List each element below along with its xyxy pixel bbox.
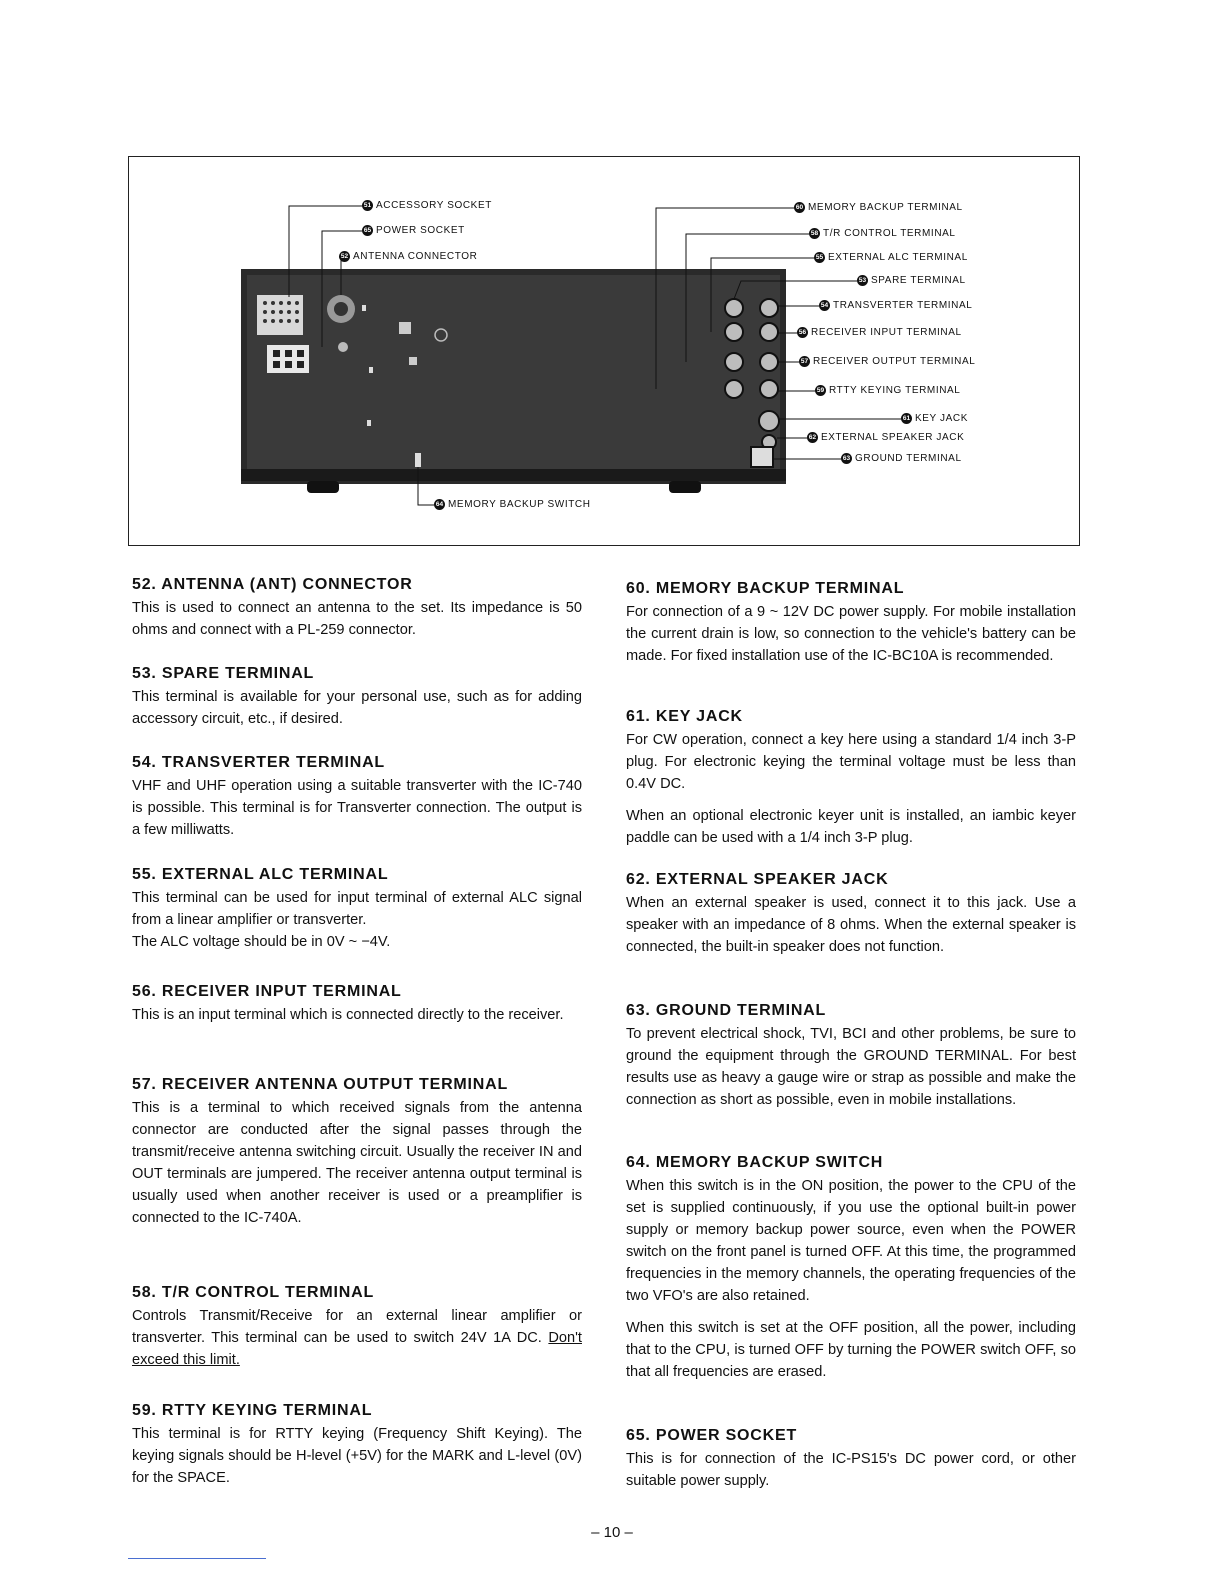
section-57-receiver-antenna-output-terminal [132, 1076, 582, 1229]
section-paragraph: Controls Transmit/Receive for an external linear amplifier or transverter. This terminal can be used to switch 24V 1A DC. Don't exceed this limit. [132, 1308, 582, 1368]
section-heading: 58. T/R CONTROL TERMINAL [132, 1284, 375, 1301]
section-heading: 53. SPARE TERMINAL [132, 665, 315, 682]
section-paragraph: This is an input terminal which is connected directly to the receiver. [132, 1007, 564, 1023]
callout-receiver-output-terminal: 57 RECEIVER OUTPUT TERMINAL [800, 356, 976, 367]
page-number: – 10 – [591, 1524, 633, 1541]
callout-accessory-socket: 51 ACCESSORY SOCKET [363, 200, 492, 211]
section-52-antenna-connector [132, 576, 582, 641]
callout-key-jack: 61 KEY JACK [902, 413, 968, 424]
section-heading: 52. ANTENNA (ANT) CONNECTOR [132, 576, 413, 593]
foot-right [669, 481, 701, 493]
section-heading: 59. RTTY KEYING TERMINAL [132, 1402, 373, 1419]
section-heading: 62. EXTERNAL SPEAKER JACK [626, 871, 889, 888]
callout-memory-backup-switch: 64 MEMORY BACKUP SWITCH [435, 499, 591, 510]
callout-antenna-connector: 52 ANTENNA CONNECTOR [340, 251, 478, 262]
section-54-transverter-terminal [132, 754, 582, 841]
section-paragraph: To prevent electrical shock, TVI, BCI and other problems, be sure to ground the equipment through the GROUND TERMINAL. For best results use as heavy a gauge wire or strap as possible and make the connection as short as possible, even in mobile installations. [626, 1026, 1076, 1108]
callout-external-speaker-jack: 62 EXTERNAL SPEAKER JACK [808, 432, 965, 443]
section-paragraph: For connection of a 9 ~ 12V DC power supply. For mobile installation the current drain is low, so connection to the vehicle's battery can be made. For fixed installation use of the IC-BC10A is recommended. [626, 604, 1076, 664]
section-paragraph: When an optional electronic keyer unit is installed, an iambic keyer paddle can be used with a 1/4 inch 3-P plug. [626, 808, 1076, 846]
section-paragraph: This is for connection of the IC-PS15's DC power cord, or other suitable power supply. [626, 1451, 1076, 1489]
section-heading: 60. MEMORY BACKUP TERMINAL [626, 580, 905, 597]
callout-memory-backup-terminal: 60 MEMORY BACKUP TERMINAL [795, 202, 963, 213]
section-paragraph: The ALC voltage should be in 0V ~ −4V. [132, 934, 391, 950]
callout-ground-terminal: 63 GROUND TERMINAL [842, 453, 962, 464]
section-paragraph: This is a terminal to which received signals from the antenna connector are conducted after the signal passes through the transmit/receive antenna switching circuit. Usually the receiver IN and OUT terminals are jumpered. The receiver antenna output terminal is usually used when another receiver is used or a preamplifier is connected to the IC-740A. [132, 1100, 582, 1226]
section-heading: 61. KEY JACK [626, 708, 743, 725]
footer-rule [128, 1558, 266, 1559]
section-heading: 56. RECEIVER INPUT TERMINAL [132, 983, 402, 1000]
power-socket [267, 345, 309, 373]
section-65-power-socket [626, 1427, 1076, 1492]
section-heading: 65. POWER SOCKET [626, 1427, 798, 1444]
section-heading: 63. GROUND TERMINAL [626, 1002, 827, 1019]
section-59-rtty-keying-terminal [132, 1402, 582, 1489]
section-63-ground-terminal [626, 1002, 1076, 1111]
section-heading: 64. MEMORY BACKUP SWITCH [626, 1154, 884, 1171]
section-paragraph: When this switch is set at the OFF position, all the power, including that to the CPU, is turned OFF by turning the POWER switch OFF, so that all frequencies are erased. [626, 1320, 1076, 1380]
section-paragraph: This terminal is for RTTY keying (Frequency Shift Keying). The keying signals should be H-level (+5V) for the MARK and L-level (0V) for the SPACE. [132, 1426, 582, 1486]
section-62-external-speaker-jack [626, 871, 1076, 958]
section-53-spare-terminal [132, 665, 582, 730]
section-paragraph: When this switch is in the ON position, the power to the CPU of the set is supplied continuously, if you use the optional built-in power supply or memory backup power source, even when the POWER switch on the front panel is turned OFF. At this time, the programmed frequencies in the memory channels, the operating frequencies of the two VFO's are also retained. [626, 1178, 1076, 1304]
section-58-tr-control-terminal [132, 1284, 582, 1371]
section-heading: 57. RECEIVER ANTENNA OUTPUT TERMINAL [132, 1076, 509, 1093]
section-61-key-jack [626, 708, 1076, 849]
callout-tr-control-terminal: 58 T/R CONTROL TERMINAL [810, 228, 956, 239]
section-56-receiver-input-terminal [132, 983, 582, 1026]
accessory-socket [257, 295, 303, 335]
callout-spare-terminal: 53 SPARE TERMINAL [858, 275, 966, 286]
callout-power-socket: 65 POWER SOCKET [363, 225, 465, 236]
section-paragraph: VHF and UHF operation using a suitable transverter with the IC-740 is possible. This terminal is for Transverter connection. The output is a few milliwatts. [132, 778, 582, 838]
section-60-memory-backup-terminal [626, 580, 1076, 667]
callout-external-alc-terminal: 55 EXTERNAL ALC TERMINAL [815, 252, 968, 263]
section-paragraph: This is used to connect an antenna to the set. Its impedance is 50 ohms and connect with a PL-259 connector. [132, 600, 582, 638]
callout-transverter-terminal: 54 TRANSVERTER TERMINAL [820, 300, 973, 311]
callout-receiver-input-terminal: 56 RECEIVER INPUT TERMINAL [798, 327, 962, 338]
section-55-external-alc-terminal [132, 866, 582, 953]
rear-panel-drawing [129, 157, 1081, 547]
section-heading: 54. TRANSVERTER TERMINAL [132, 754, 385, 771]
memory-backup-switch [415, 453, 421, 467]
rear-panel-figure [128, 156, 1080, 546]
foot-left [307, 481, 339, 493]
section-64-memory-backup-switch [626, 1154, 1076, 1383]
section-paragraph: When an external speaker is used, connect it to this jack. Use a speaker with an impedance of 8 ohms. When the external speaker is connected, the built-in speaker does not function. [626, 895, 1076, 955]
warning-underline: Don't exceed this limit. [132, 1330, 582, 1368]
section-paragraph: For CW operation, connect a key here using a standard 1/4 inch 3-P plug. For electronic keying the terminal voltage must be less than 0.4V DC. [626, 732, 1076, 792]
ground-terminal [751, 447, 773, 467]
section-paragraph: This terminal is available for your personal use, such as for adding accessory circuit, etc., if desired. [132, 689, 582, 727]
section-paragraph: This terminal can be used for input terminal of external ALC signal from a linear amplifier or transverter. [132, 890, 582, 928]
section-heading: 55. EXTERNAL ALC TERMINAL [132, 866, 389, 883]
callout-rtty-keying-terminal: 59 RTTY KEYING TERMINAL [816, 385, 961, 396]
